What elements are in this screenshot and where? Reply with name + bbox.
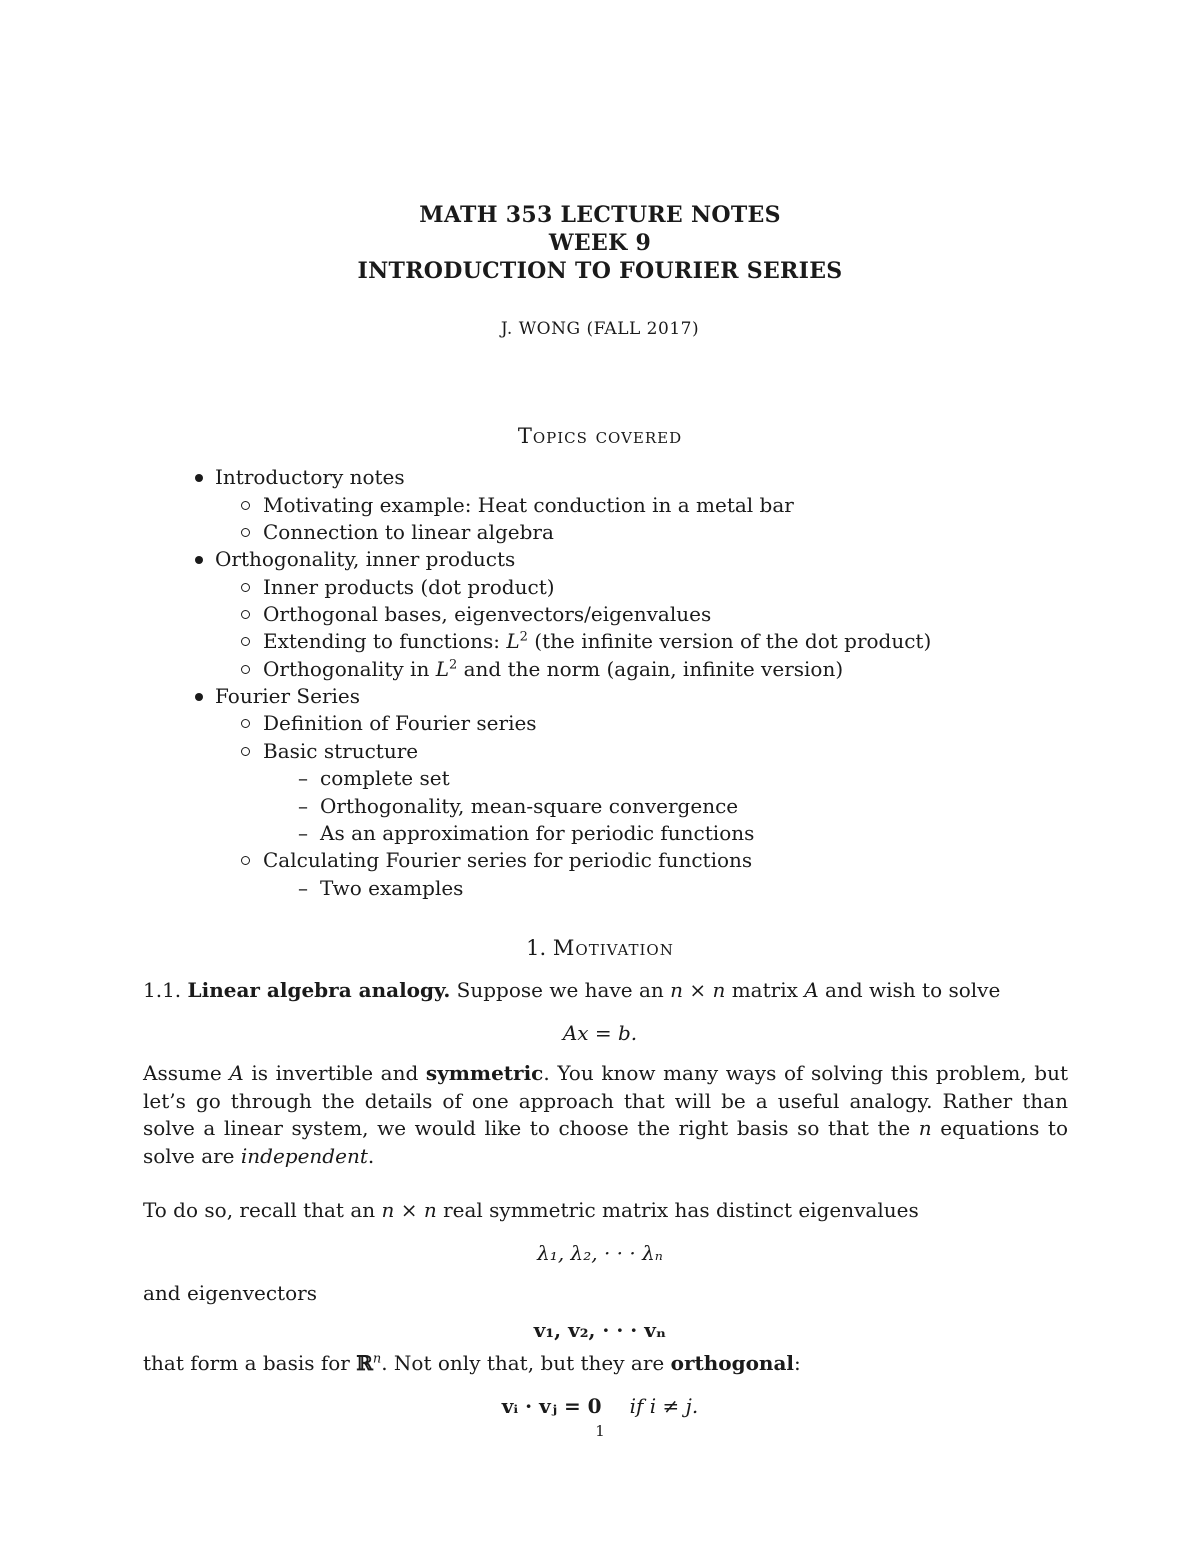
circle-bullet-icon (241, 610, 250, 619)
circle-bullet-icon (241, 719, 250, 728)
title-line-2: WEEK 9 (548, 230, 652, 256)
list-item: Inner products (dot product) (263, 574, 555, 600)
list-item: Introductory notes (215, 464, 405, 490)
list-item: – Two examples (298, 876, 464, 900)
list-item: Orthogonality, inner products (215, 546, 515, 572)
paragraph: that form a basis for ℝ$^n$. Not only that, but they are orthogonal: (143, 1351, 801, 1375)
equation-eigenvalues: λ₁, λ₂, · · · λₙ (537, 1241, 663, 1265)
paragraph: and eigenvectors (143, 1281, 317, 1305)
title-block (0, 201, 1200, 285)
bullet-icon (195, 474, 203, 482)
circle-bullet-icon (241, 501, 250, 510)
dash-bullet-icon: – (298, 876, 308, 900)
list-item: Extending to functions: $L^2$ (the infinite version of the dot product) (263, 628, 931, 654)
list-item: Motivating example: Heat conduction in a metal bar (263, 492, 794, 518)
list-item: Calculating Fourier series for periodic functions (263, 847, 752, 873)
circle-bullet-icon (241, 747, 250, 756)
topics-heading: Topics covered (517, 424, 683, 448)
list-item: Orthogonality in $L^2$ and the norm (again, infinite version) (263, 656, 843, 682)
list-item: Definition of Fourier series (263, 710, 537, 736)
list-item: – Orthogonality, mean-square convergence (298, 794, 739, 818)
bullet-icon (195, 556, 203, 564)
dash-bullet-icon: – (298, 821, 308, 845)
subsection-title: Linear algebra analogy. (187, 978, 451, 1002)
title-line-1: MATH 353 LECTURE NOTES (419, 202, 781, 228)
equation-orthogonality: vᵢ · vⱼ = 0 if i ≠ j. (501, 1394, 699, 1418)
subsection-intro: 1.1. Linear algebra analogy. Suppose we have an n × n matrix A and wish to solve (143, 978, 1001, 1002)
section-heading: 1. Motivation (526, 936, 674, 960)
equation-eigenvectors: v₁, v₂, · · · vₙ (533, 1318, 667, 1342)
paragraph: To do so, recall that an n × n real symmetric matrix has distinct eigenvalues (143, 1198, 919, 1222)
list-item: Basic structure (263, 738, 418, 764)
list-item: – As an approximation for periodic functions (298, 821, 755, 845)
circle-bullet-icon (241, 583, 250, 592)
circle-bullet-icon (241, 528, 250, 537)
equation-axb: Ax = b. (562, 1021, 638, 1045)
bullet-icon (195, 693, 203, 701)
author-line: J. WONG (FALL 2017) (500, 319, 700, 339)
circle-bullet-icon (241, 637, 250, 646)
list-item: – complete set (298, 766, 450, 790)
list-item: Orthogonal bases, eigenvectors/eigenvalues (263, 601, 711, 627)
dash-bullet-icon: – (298, 766, 308, 790)
circle-bullet-icon (241, 856, 250, 865)
title-line-3: INTRODUCTION TO FOURIER SERIES (357, 258, 843, 284)
circle-bullet-icon (241, 665, 250, 674)
dash-bullet-icon: – (298, 794, 308, 818)
list-item: Fourier Series (215, 683, 360, 709)
paragraph: Assume A is invertible and symmetric. You know many ways of solving this problem, but let’s go through the details of one approach that will be a useful analogy. Rather than solve a linear system, we would like to choose the right basis so that the n equations to solve are independent. (143, 1061, 1068, 1168)
list-item: Connection to linear algebra (263, 519, 554, 545)
page-number: 1 (595, 1422, 605, 1440)
